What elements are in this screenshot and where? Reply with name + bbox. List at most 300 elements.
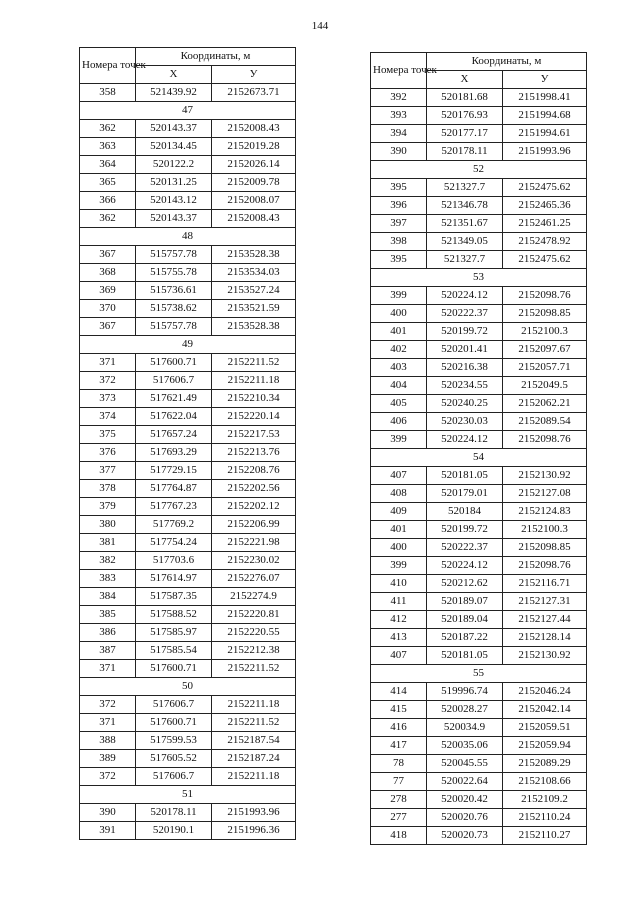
table-row [371,107,587,125]
table-row [80,750,296,768]
table-row [371,755,587,773]
point-number: 377 [80,462,136,480]
x-coordinate: 520224.12 [427,287,503,305]
point-number: 407 [371,467,427,485]
group-label: 51 [80,786,296,804]
point-number: 78 [371,755,427,773]
point-number: 365 [80,174,136,192]
x-coordinate: 520143.12 [136,192,212,210]
x-coordinate: 520176.93 [427,107,503,125]
x-coordinate: 520212.62 [427,575,503,593]
x-coordinate: 517621.49 [136,390,212,408]
point-number: 378 [80,480,136,498]
point-number: 399 [371,431,427,449]
x-coordinate: 517614.97 [136,570,212,588]
y-coordinate: 2151994.61 [503,125,587,143]
y-coordinate: 2152208.76 [212,462,296,480]
x-coordinate: 520178.11 [136,804,212,822]
point-number: 401 [371,323,427,341]
page-number: 144 [311,20,329,32]
group-row [371,449,587,467]
y-coordinate: 2152465.36 [503,197,587,215]
x-coordinate: 520181.05 [427,647,503,665]
x-coordinate: 521351.67 [427,215,503,233]
x-coordinate: 520240.25 [427,395,503,413]
y-coordinate: 2152098.76 [503,557,587,575]
y-coordinate: 2152008.43 [212,120,296,138]
point-number: 394 [371,125,427,143]
group-row [80,228,296,246]
x-coordinate: 521346.78 [427,197,503,215]
point-number: 409 [371,503,427,521]
table-row [80,426,296,444]
y-coordinate: 2152009.78 [212,174,296,192]
points-header: Номера точек [371,53,427,89]
y-coordinate: 2152062.21 [503,395,587,413]
table-row [371,791,587,809]
point-number: 373 [80,390,136,408]
y-coordinate: 2152130.92 [503,647,587,665]
group-label: 53 [371,269,587,287]
x-coordinate: 521439.92 [136,84,212,102]
table-body-right [371,89,587,845]
point-number: 367 [80,246,136,264]
table-row [80,210,296,228]
table-row [371,539,587,557]
x-coordinate: 520181.05 [427,467,503,485]
point-number: 371 [80,714,136,732]
table-row [371,593,587,611]
group-label: 55 [371,665,587,683]
y-coordinate: 2152461.25 [503,215,587,233]
y-coordinate: 2152220.55 [212,624,296,642]
point-number: 396 [371,197,427,215]
table-row [371,341,587,359]
x-coordinate: 520222.37 [427,539,503,557]
y-coordinate: 2152187.24 [212,750,296,768]
y-coordinate: 2152187.54 [212,732,296,750]
point-number: 381 [80,534,136,552]
table-row [80,642,296,660]
x-coordinate: 520020.76 [427,809,503,827]
y-coordinate: 2152110.27 [503,827,587,845]
x-coordinate: 520022.64 [427,773,503,791]
y-coordinate: 2152098.76 [503,431,587,449]
point-number: 418 [371,827,427,845]
x-header: X [427,71,503,89]
point-number: 384 [80,588,136,606]
x-coordinate: 517599.53 [136,732,212,750]
y-coordinate: 2152202.56 [212,480,296,498]
point-number: 392 [371,89,427,107]
y-coordinate: 2152100.3 [503,323,587,341]
y-coordinate: 2151993.96 [503,143,587,161]
x-coordinate: 519996.74 [427,683,503,701]
point-number: 390 [371,143,427,161]
group-row [80,678,296,696]
x-coordinate: 517600.71 [136,714,212,732]
x-coordinate: 520184 [427,503,503,521]
table-row [371,467,587,485]
table-row [80,768,296,786]
table-row [80,462,296,480]
group-label: 54 [371,449,587,467]
table-row [371,827,587,845]
x-coordinate: 517703.6 [136,552,212,570]
group-row [371,161,587,179]
group-row [80,336,296,354]
points-header: Номера точек [80,48,136,84]
y-coordinate: 2152046.24 [503,683,587,701]
x-coordinate: 517606.7 [136,372,212,390]
point-number: 379 [80,498,136,516]
y-coordinate: 2152220.81 [212,606,296,624]
y-coordinate: 2152089.54 [503,413,587,431]
point-number: 366 [80,192,136,210]
group-row [371,269,587,287]
point-number: 390 [80,804,136,822]
table-row [371,395,587,413]
table-row [80,480,296,498]
x-coordinate: 517588.52 [136,606,212,624]
point-number: 395 [371,179,427,197]
point-number: 404 [371,377,427,395]
point-number: 415 [371,701,427,719]
x-coordinate: 517600.71 [136,660,212,678]
y-coordinate: 2152212.38 [212,642,296,660]
x-coordinate: 520177.17 [427,125,503,143]
x-coordinate: 520122.2 [136,156,212,174]
point-number: 363 [80,138,136,156]
table-row [80,282,296,300]
x-coordinate: 517587.35 [136,588,212,606]
point-number: 278 [371,791,427,809]
point-number: 403 [371,359,427,377]
x-coordinate: 521349.05 [427,233,503,251]
group-label: 49 [80,336,296,354]
x-coordinate: 517585.54 [136,642,212,660]
table-row [371,809,587,827]
table-row [80,174,296,192]
x-coordinate: 517606.7 [136,696,212,714]
y-coordinate: 2152128.14 [503,629,587,647]
x-coordinate: 517605.52 [136,750,212,768]
point-number: 368 [80,264,136,282]
x-coordinate: 520143.37 [136,210,212,228]
y-coordinate: 2152127.31 [503,593,587,611]
group-row [371,665,587,683]
table-row [371,521,587,539]
point-number: 385 [80,606,136,624]
x-coordinate: 520178.11 [427,143,503,161]
y-coordinate: 2152211.52 [212,660,296,678]
y-coordinate: 2152110.24 [503,809,587,827]
y-coordinate: 2153528.38 [212,318,296,336]
table-row [80,408,296,426]
group-label: 48 [80,228,296,246]
y-coordinate: 2152127.44 [503,611,587,629]
y-coordinate: 2151996.36 [212,822,296,840]
point-number: 376 [80,444,136,462]
x-coordinate: 520199.72 [427,521,503,539]
x-coordinate: 520035.06 [427,737,503,755]
table-row [371,179,587,197]
y-coordinate: 2152213.76 [212,444,296,462]
table-row [371,485,587,503]
table-row [80,606,296,624]
x-coordinate: 517600.71 [136,354,212,372]
table-row [371,251,587,269]
y-coordinate: 2152042.14 [503,701,587,719]
y-coordinate: 2152059.94 [503,737,587,755]
group-label: 47 [80,102,296,120]
x-coordinate: 517764.87 [136,480,212,498]
y-coordinate: 2152100.3 [503,521,587,539]
y-coordinate: 2152211.52 [212,354,296,372]
y-coordinate: 2152276.07 [212,570,296,588]
table-row [371,89,587,107]
y-coordinate: 2153521.59 [212,300,296,318]
y-coordinate: 2153534.03 [212,264,296,282]
point-number: 382 [80,552,136,570]
table-row [80,84,296,102]
x-coordinate: 520189.07 [427,593,503,611]
point-number: 364 [80,156,136,174]
point-number: 402 [371,341,427,359]
x-coordinate: 520230.03 [427,413,503,431]
y-coordinate: 2152217.53 [212,426,296,444]
table-row [80,570,296,588]
table-row [371,431,587,449]
point-number: 362 [80,210,136,228]
y-coordinate: 2152220.14 [212,408,296,426]
point-number: 362 [80,120,136,138]
point-number: 369 [80,282,136,300]
table-row [80,732,296,750]
point-number: 400 [371,305,427,323]
table-row [371,503,587,521]
table-row [371,305,587,323]
table-row [80,390,296,408]
table-row [80,372,296,390]
table-row [80,822,296,840]
y-coordinate: 2152098.76 [503,287,587,305]
point-number: 77 [371,773,427,791]
x-coordinate: 517754.24 [136,534,212,552]
point-number: 411 [371,593,427,611]
table-row [80,354,296,372]
x-coordinate: 520199.72 [427,323,503,341]
x-coordinate: 517769.2 [136,516,212,534]
table-row [80,534,296,552]
table-body-left [80,84,296,840]
y-coordinate: 2152059.51 [503,719,587,737]
table-row [80,714,296,732]
y-coordinate: 2152475.62 [503,251,587,269]
table-row [80,552,296,570]
table-row [371,719,587,737]
point-number: 391 [80,822,136,840]
x-coordinate: 520045.55 [427,755,503,773]
table-row [80,588,296,606]
y-coordinate: 2152206.99 [212,516,296,534]
x-coordinate: 520134.45 [136,138,212,156]
table-row [371,701,587,719]
x-coordinate: 520189.04 [427,611,503,629]
group-row [80,786,296,804]
point-number: 416 [371,719,427,737]
x-coordinate: 517657.24 [136,426,212,444]
table-row [371,737,587,755]
point-number: 417 [371,737,427,755]
point-number: 407 [371,647,427,665]
y-coordinate: 2152098.85 [503,305,587,323]
table-row [80,624,296,642]
y-coordinate: 2152274.9 [212,588,296,606]
table-row [80,156,296,174]
y-coordinate: 2152475.62 [503,179,587,197]
y-coordinate: 2152124.83 [503,503,587,521]
x-coordinate: 520224.12 [427,431,503,449]
point-number: 414 [371,683,427,701]
table-row [80,264,296,282]
y-coordinate: 2152049.5 [503,377,587,395]
y-coordinate: 2152108.66 [503,773,587,791]
y-coordinate: 2152211.18 [212,696,296,714]
x-coordinate: 520034.9 [427,719,503,737]
x-coordinate: 515757.78 [136,318,212,336]
table-row [371,377,587,395]
table-row [371,773,587,791]
table-row [371,629,587,647]
y-coordinate: 2152008.43 [212,210,296,228]
x-coordinate: 515755.78 [136,264,212,282]
point-number: 389 [80,750,136,768]
y-coordinate: 2152673.71 [212,84,296,102]
coords-header: Координаты, м [427,53,587,71]
y-coordinate: 2152116.71 [503,575,587,593]
point-number: 388 [80,732,136,750]
x-coordinate: 520028.27 [427,701,503,719]
table-row [80,498,296,516]
y-coordinate: 2152019.28 [212,138,296,156]
table-row [80,300,296,318]
table-row [371,647,587,665]
point-number: 277 [371,809,427,827]
table-row [371,575,587,593]
table-row [371,323,587,341]
x-coordinate: 515736.61 [136,282,212,300]
table-row [371,413,587,431]
x-coordinate: 520187.22 [427,629,503,647]
table-row [80,804,296,822]
x-coordinate: 520190.1 [136,822,212,840]
point-number: 371 [80,354,136,372]
point-number: 375 [80,426,136,444]
table-row [371,287,587,305]
table-row [371,197,587,215]
x-coordinate: 520216.38 [427,359,503,377]
group-label: 50 [80,678,296,696]
point-number: 387 [80,642,136,660]
table-row [80,192,296,210]
x-coordinate: 517585.97 [136,624,212,642]
x-coordinate: 520131.25 [136,174,212,192]
group-label: 52 [371,161,587,179]
table-row [80,318,296,336]
x-coordinate: 520224.12 [427,557,503,575]
coordinates-table-right [370,52,587,845]
x-coordinate: 520179.01 [427,485,503,503]
point-number: 399 [371,287,427,305]
x-coordinate: 517767.23 [136,498,212,516]
y-coordinate: 2152210.34 [212,390,296,408]
y-header: У [503,71,587,89]
x-coordinate: 515738.62 [136,300,212,318]
y-coordinate: 2152221.98 [212,534,296,552]
point-number: 395 [371,251,427,269]
table-row [371,557,587,575]
point-number: 398 [371,233,427,251]
table-row [80,246,296,264]
point-number: 410 [371,575,427,593]
point-number: 367 [80,318,136,336]
point-number: 372 [80,768,136,786]
y-coordinate: 2152211.18 [212,768,296,786]
y-coordinate: 2152478.92 [503,233,587,251]
point-number: 400 [371,539,427,557]
point-number: 380 [80,516,136,534]
x-coordinate: 520143.37 [136,120,212,138]
table-row [371,233,587,251]
y-coordinate: 2153527.24 [212,282,296,300]
table-row [80,138,296,156]
table-row [80,516,296,534]
y-coordinate: 2152130.92 [503,467,587,485]
x-header: X [136,66,212,84]
table-row [371,683,587,701]
point-number: 406 [371,413,427,431]
table-row [80,696,296,714]
y-coordinate: 2153528.38 [212,246,296,264]
x-coordinate: 517729.15 [136,462,212,480]
point-number: 370 [80,300,136,318]
y-coordinate: 2152089.29 [503,755,587,773]
y-coordinate: 2152098.85 [503,539,587,557]
point-number: 408 [371,485,427,503]
x-coordinate: 520020.73 [427,827,503,845]
y-coordinate: 2151998.41 [503,89,587,107]
table-row [80,660,296,678]
point-number: 393 [371,107,427,125]
y-coordinate: 2152211.52 [212,714,296,732]
point-number: 383 [80,570,136,588]
table-row [371,143,587,161]
point-number: 413 [371,629,427,647]
point-number: 374 [80,408,136,426]
point-number: 358 [80,84,136,102]
x-coordinate: 517606.7 [136,768,212,786]
table-row [80,444,296,462]
coords-header: Координаты, м [136,48,296,66]
x-coordinate: 520020.42 [427,791,503,809]
table-row [371,359,587,377]
y-coordinate: 2152057.71 [503,359,587,377]
x-coordinate: 517622.04 [136,408,212,426]
point-number: 399 [371,557,427,575]
y-header: У [212,66,296,84]
point-number: 397 [371,215,427,233]
